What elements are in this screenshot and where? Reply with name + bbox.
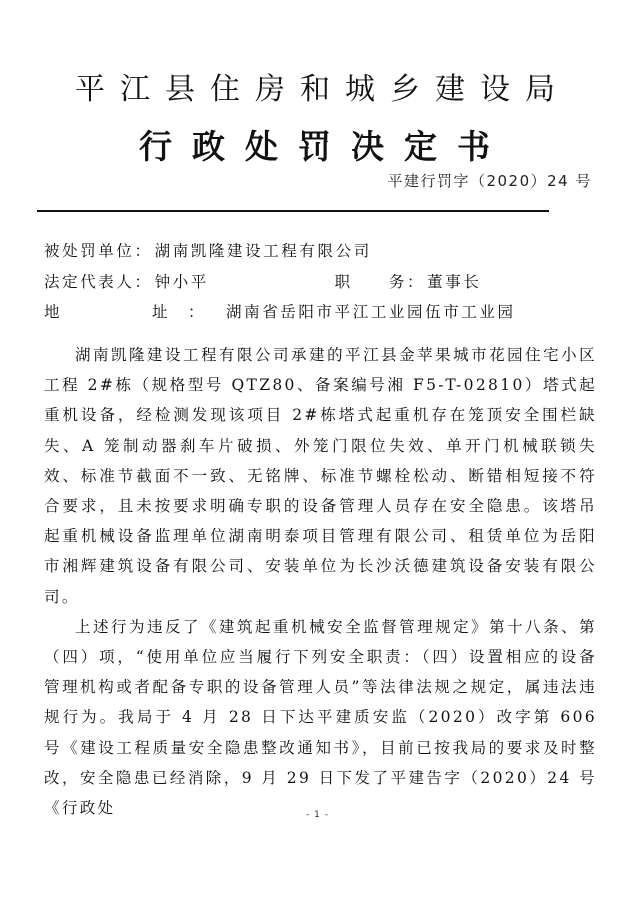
header-divider <box>37 210 549 212</box>
address-row <box>44 297 604 328</box>
decision-body <box>44 340 597 823</box>
position-value: 董事长 <box>427 272 482 291</box>
position-label: 职 务： <box>334 272 426 291</box>
legal-rep-row <box>44 267 604 298</box>
legal-rep-label: 法定代表人： <box>44 272 153 291</box>
address-label: 地 址： <box>44 303 225 321</box>
penalized-unit-label: 被处罚单位： <box>44 242 153 260</box>
address-value: 湖南省岳阳市平江工业园伍市工业园 <box>226 303 516 321</box>
legal-rep-value: 钟小平 <box>154 272 209 291</box>
party-info <box>44 236 604 328</box>
penalized-unit-value: 湖南凯隆建设工程有限公司 <box>154 242 372 260</box>
page-number: - 1 - <box>306 810 329 820</box>
penalized-unit-row <box>44 236 604 267</box>
document-number: 平建行罚字（2020）24 号 <box>387 172 592 190</box>
body-paragraph-violation: 上述行为违反了《建筑起重机械安全监督管理规定》第十八条、第（四）项，“使用单位应当履行下列安全职责：（四）设置相应的设备管理机构或者配备专职的设备管理人员”等法律法规之规定，属违法违规行为。我局于 4 月 28 日下达平建质安监（2020）改字第 606 号《建设工程质量安全隐患整改通知书》，目前已按我局的要求及时整改，安全隐患已经消除，9 月 29 日下发了平建告字（2020）24 号《行政处 <box>44 617 597 818</box>
agency-title: 平江县住房和城乡建设局 <box>75 72 570 107</box>
document-title: 行政处罚决定书 <box>139 127 510 166</box>
body-paragraph-facts: 湖南凯隆建设工程有限公司承建的平江县金苹果城市花园住宅小区工程 2#栋（规格型号 QTZ80、备案编号湘 F5-T-02810）塔式起重机设备，经检测发现该项目 2#栋塔式起重机存在笼顶安全围栏缺失、A 笼制动器刹车片破损、外笼门限位失效、单开门机械联锁失效、标准节截面不一致、无铭牌、标准节螺栓松动、断错相短接不符合要求，且未按要求明确专职的设备管理人员存在安全隐患。该塔吊起重机械设备监理单位湖南明泰项目管理有限公司、租赁单位为岳阳市湘辉建筑设备有限公司、安装单位为长沙沃德建筑设备安装有限公司。 <box>44 346 597 606</box>
